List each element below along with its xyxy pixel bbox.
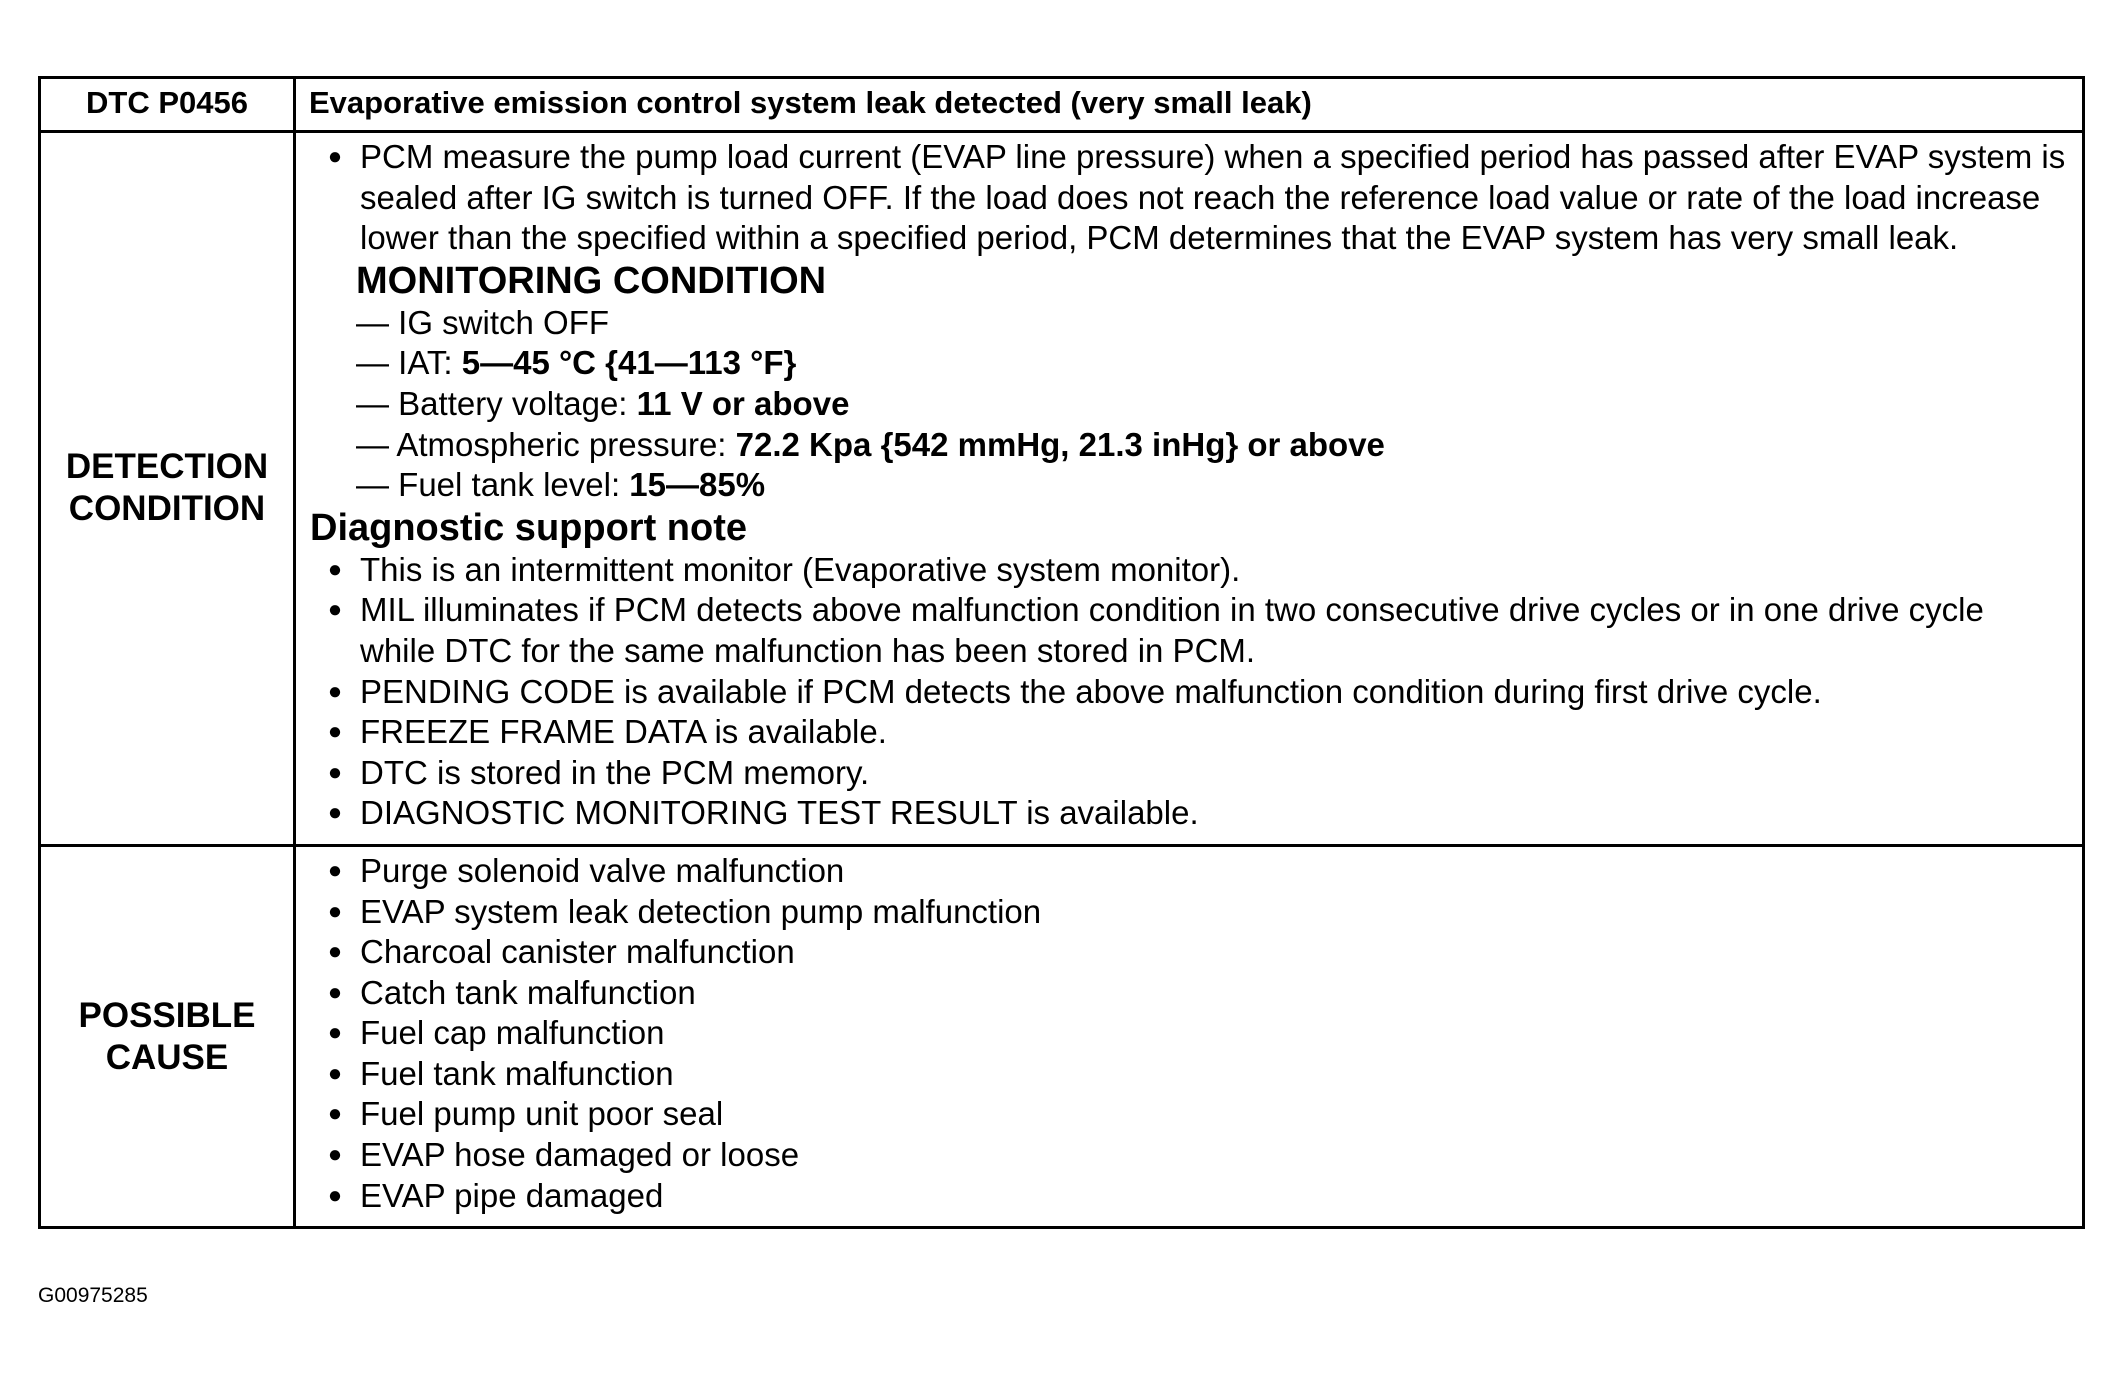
cause-item: Charcoal canister malfunction [360,933,795,971]
list-item [310,1094,2068,1135]
bullet-icon: ● [327,1019,343,1047]
support-note: DIAGNOSTIC MONITORING TEST RESULT is available. [360,794,1199,832]
list-item [310,712,2068,753]
support-note: DTC is stored in the PCM memory. [360,753,870,791]
list-item [310,851,2068,892]
cause-content [295,845,2084,1227]
bullet-icon: ● [327,143,343,170]
bullet-icon: ● [327,978,343,1006]
list-item [310,892,2068,933]
list-item [310,753,2068,794]
cause-label-line1: POSSIBLE [78,995,256,1035]
condition-label: — Atmospheric pressure: [356,425,736,463]
bullet-icon: ● [327,799,343,827]
condition-value: 72.2 Kpa {542 mmHg, 21.3 inHg} or above [735,425,1385,463]
detection-content [295,132,2084,846]
condition-value: 5—45 °C {41—113 °F} [461,344,797,382]
support-note: FREEZE FRAME DATA is available. [360,713,887,751]
bullet-icon: ● [327,1181,343,1209]
cause-list [310,851,2068,1216]
detection-label-line1: DETECTION [65,447,269,487]
condition-label: — Fuel tank level: [356,466,630,504]
condition-item [310,343,2068,384]
support-title: Diagnostic support note [310,506,747,549]
condition-item [310,425,2068,466]
dtc-code: DTC P0456 [40,78,295,132]
detection-intro: PCM measure the pump load current (EVAP line pressure) when a specified period has passed after EVAP system is sealed after IG switch is turned OFF. If the load does not reach the reference load value or rate of the load increase lower than the specified within a specified period, PCM determines that the EVAP system has very small leak. [360,138,2066,257]
bullet-icon: ● [327,1059,343,1087]
condition-item [310,465,2068,506]
bullet-icon: ● [327,938,343,966]
monitoring-conditions [310,303,2068,506]
list-item [310,793,2068,834]
list-item [310,550,2068,591]
bullet-icon: ● [327,555,343,583]
list-item [310,1135,2068,1176]
cause-label [40,845,295,1227]
dtc-table [38,76,2085,1229]
figure-id: G00975285 [38,1284,148,1307]
detection-label [40,132,295,846]
cause-item: Fuel pump unit poor seal [360,1095,724,1133]
condition-label: — IAT: [356,344,462,382]
condition-item [310,384,2068,425]
support-notes [310,550,2068,834]
dtc-title: Evaporative emission control system leak detected (very small leak) [295,78,2084,132]
bullet-icon: ● [327,1100,343,1128]
list-item [310,672,2068,713]
condition-label: — Battery voltage: [356,384,637,422]
bullet-icon: ● [327,897,343,925]
bullet-icon: ● [327,1141,343,1169]
cause-item: Purge solenoid valve malfunction [360,851,845,889]
support-note: MIL illuminates if PCM detects above malfunction condition in two consecutive drive cycles or in one drive cycle while DTC for the same malfunction has been stored in PCM. [360,591,1984,669]
cause-item: EVAP system leak detection pump malfunction [360,892,1042,930]
list-item [310,590,2068,671]
cause-label-line2: CAUSE [105,1037,229,1077]
cause-item: EVAP hose damaged or loose [360,1136,800,1174]
condition-label: — IG switch OFF [356,303,610,341]
cause-item: Catch tank malfunction [360,973,696,1011]
cause-item: EVAP pipe damaged [360,1176,664,1214]
list-item [310,1013,2068,1054]
monitoring-title: MONITORING CONDITION [356,259,827,302]
bullet-icon: ● [327,856,343,884]
cause-item: Fuel cap malfunction [360,1014,665,1052]
condition-item [310,303,2068,344]
list-item [310,973,2068,1014]
condition-value: 11 V or above [636,384,850,422]
list-item [310,1176,2068,1217]
cause-row [40,845,2084,1227]
list-item [310,137,2068,259]
bullet-icon: ● [327,718,343,746]
detection-row [40,132,2084,846]
support-note: This is an intermittent monitor (Evaporative system monitor). [360,550,1241,588]
bullet-icon: ● [327,596,343,624]
cause-item: Fuel tank malfunction [360,1054,674,1092]
support-note: PENDING CODE is available if PCM detects the above malfunction condition during first drive cycle. [360,672,1822,710]
detection-label-line2: CONDITION [68,489,266,529]
condition-value: 15—85% [629,466,766,504]
list-item [310,1054,2068,1095]
header-row [40,78,2084,132]
list-item [310,932,2068,973]
bullet-icon: ● [327,677,343,705]
bullet-icon: ● [327,758,343,786]
